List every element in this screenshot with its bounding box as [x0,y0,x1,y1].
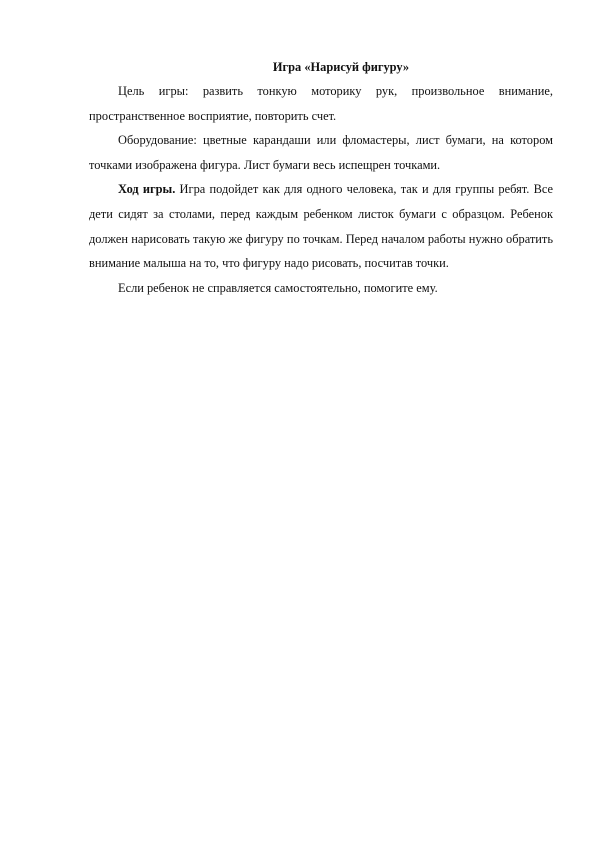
paragraph-help-text: Если ребенок не справляется самостоятельно, помогите ему. [118,280,438,295]
paragraph-equipment [89,128,553,177]
paragraph-procedure-text: Игра подойдет как для одного человека, так и для группы ребят. Все дети сидят за столами, перед каждым ребенком листок бумаги с образцом. Ребенок должен нарисовать такую же фигуру по точкам. Перед началом работы нужно обратить внимание малыша на то, что фигуру надо рисовать, посчитав точки. [89,182,553,271]
paragraph-goal-text: Цель игры: развить тонкую моторику рук, произвольное внимание, пространственное восприятие, повторить счет. [89,84,553,123]
document-title: Игра «Нарисуй фигуру» [272,60,410,74]
document-body [89,55,553,300]
paragraph-procedure [89,177,553,275]
paragraph-goal [89,79,553,128]
paragraph-equipment-text: Оборудование: цветные карандаши или фломастеры, лист бумаги, на котором точками изображена фигура. Лист бумаги весь испещрен точками. [89,133,553,172]
paragraph-procedure-lead: Ход игры. [118,182,176,197]
paragraph-help [89,276,553,301]
